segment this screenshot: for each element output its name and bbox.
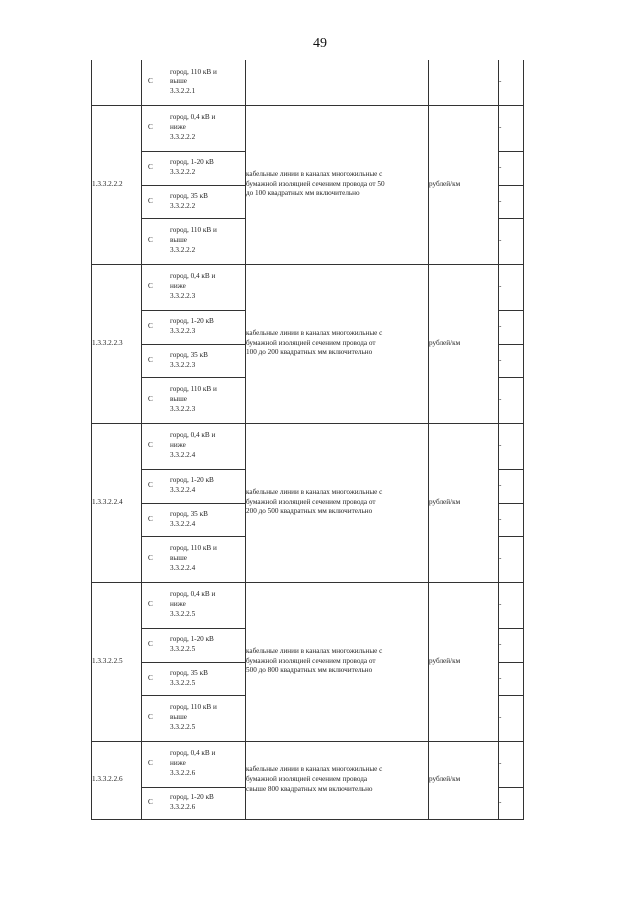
description-text: кабельные линии в каналах многожильные с бумажной изоляцией сечением провода от 50 до 100 квадратных мм включительно <box>246 169 385 198</box>
subcategory-cell <box>142 628 246 662</box>
code-cell: 1.3.3.2.2.5 <box>92 582 142 741</box>
table-row <box>92 582 524 628</box>
table-row <box>92 423 524 469</box>
letter-mark: С <box>148 322 153 331</box>
unit-cell: рублей/км <box>429 264 499 423</box>
letter-mark: С <box>148 282 153 291</box>
value-cell: - <box>499 185 524 218</box>
description-cell <box>246 105 429 264</box>
value-cell: - <box>499 60 524 105</box>
subcategory-cell <box>142 469 246 503</box>
description-text: кабельные линии в каналах многожильные с бумажной изоляцией сечением провода от 200 до 500 квадратных мм включительно <box>246 487 383 516</box>
unit-cell: рублей/км <box>429 741 499 819</box>
table-row <box>92 60 524 105</box>
subcategory-text: город, 35 кВ 3.3.2.2.2 <box>170 191 208 210</box>
subcategory-cell <box>142 423 246 469</box>
value-cell: - <box>499 662 524 695</box>
subcategory-text: город, 1-20 кВ 3.3.2.2.5 <box>170 635 214 653</box>
value-cell: - <box>499 469 524 503</box>
description-cell <box>246 741 429 819</box>
unit-cell: рублей/км <box>429 582 499 741</box>
value-cell: - <box>499 264 524 310</box>
subcategory-cell <box>142 536 246 582</box>
table-row <box>92 741 524 787</box>
value-cell: - <box>499 787 524 819</box>
subcategory-text: город, 0,4 кВ и ниже 3.3.2.2.4 <box>170 431 216 459</box>
subcategory-cell <box>142 377 246 423</box>
code-cell: 1.3.3.2.2.2 <box>92 105 142 264</box>
value-cell: - <box>499 628 524 662</box>
subcategory-cell <box>142 662 246 695</box>
subcategory-cell <box>142 344 246 377</box>
value-cell: - <box>499 582 524 628</box>
letter-mark: С <box>148 759 153 768</box>
description-cell <box>246 60 429 105</box>
subcategory-cell <box>142 503 246 536</box>
letter-mark: С <box>148 163 153 172</box>
value-cell: - <box>499 344 524 377</box>
letter-mark: С <box>148 798 153 807</box>
subcategory-text: город, 35 кВ 3.3.2.2.3 <box>170 350 208 369</box>
value-cell: - <box>499 741 524 787</box>
letter-mark: С <box>148 554 153 563</box>
subcategory-text: город, 0,4 кВ и ниже 3.3.2.2.6 <box>170 749 216 777</box>
subcategory-cell <box>142 695 246 741</box>
value-cell: - <box>499 151 524 185</box>
tariff-table-body <box>92 60 524 819</box>
letter-mark: С <box>148 77 153 86</box>
value-cell: - <box>499 503 524 536</box>
letter-mark: С <box>148 196 153 205</box>
subcategory-cell <box>142 582 246 628</box>
letter-mark: С <box>148 640 153 649</box>
description-cell <box>246 582 429 741</box>
letter-mark: С <box>148 236 153 245</box>
unit-cell: рублей/км <box>429 105 499 264</box>
subcategory-cell <box>142 105 246 151</box>
unit-cell: рублей/км <box>429 423 499 582</box>
subcategory-text: город, 1-20 кВ 3.3.2.2.3 <box>170 317 214 335</box>
subcategory-cell <box>142 60 246 105</box>
subcategory-text: город, 1-20 кВ 3.3.2.2.2 <box>170 158 214 176</box>
subcategory-text: город, 0,4 кВ и ниже 3.3.2.2.2 <box>170 113 216 141</box>
value-cell: - <box>499 105 524 151</box>
subcategory-cell <box>142 151 246 185</box>
table-row <box>92 105 524 151</box>
subcategory-text: город, 35 кВ 3.3.2.2.5 <box>170 668 208 687</box>
code-cell: 1.3.3.2.2.6 <box>92 741 142 819</box>
letter-mark: С <box>148 673 153 682</box>
letter-mark: С <box>148 355 153 364</box>
subcategory-cell <box>142 264 246 310</box>
subcategory-text: город, 1-20 кВ 3.3.2.2.6 <box>170 793 214 811</box>
letter-mark: С <box>148 481 153 490</box>
subcategory-text: город, 0,4 кВ и ниже 3.3.2.2.3 <box>170 272 216 300</box>
subcategory-cell <box>142 218 246 264</box>
subcategory-text: город, 110 кВ и выше 3.3.2.2.4 <box>170 544 217 572</box>
letter-mark: С <box>148 713 153 722</box>
value-cell: - <box>499 695 524 741</box>
letter-mark: С <box>148 600 153 609</box>
code-cell: 1.3.3.2.2.3 <box>92 264 142 423</box>
value-cell: - <box>499 218 524 264</box>
page-number: 49 <box>313 36 327 51</box>
unit-cell <box>429 60 499 105</box>
letter-mark: С <box>148 514 153 523</box>
subcategory-text: город, 110 кВ и выше 3.3.2.2.5 <box>170 703 217 731</box>
table-row <box>92 264 524 310</box>
description-text: кабельные линии в каналах многожильные с бумажной изоляцией сечением провода свыше 800 квадратных мм включительно <box>246 765 383 793</box>
tariff-table <box>91 60 524 820</box>
subcategory-text: город, 110 кВ и выше 3.3.2.2.1 <box>170 67 217 96</box>
subcategory-text: город, 1-20 кВ 3.3.2.2.4 <box>170 476 214 494</box>
subcategory-cell <box>142 185 246 218</box>
subcategory-text: город, 0,4 кВ и ниже 3.3.2.2.5 <box>170 590 216 618</box>
subcategory-cell <box>142 787 246 819</box>
value-cell: - <box>499 423 524 469</box>
description-cell <box>246 423 429 582</box>
value-cell: - <box>499 310 524 344</box>
description-text: кабельные линии в каналах многожильные с бумажной изоляцией сечением провода от 500 до 800 квадратных мм включительно <box>246 646 383 675</box>
code-cell <box>92 60 142 105</box>
value-cell: - <box>499 377 524 423</box>
subcategory-text: город, 35 кВ 3.3.2.2.4 <box>170 509 208 528</box>
subcategory-text: город, 110 кВ и выше 3.3.2.2.3 <box>170 385 217 413</box>
subcategory-cell <box>142 741 246 787</box>
code-cell: 1.3.3.2.2.4 <box>92 423 142 582</box>
value-cell: - <box>499 536 524 582</box>
subcategory-cell <box>142 310 246 344</box>
letter-mark: С <box>148 395 153 404</box>
description-text: кабельные линии в каналах многожильные с бумажной изоляцией сечением провода от 100 до 200 квадратных мм включительно <box>246 328 383 357</box>
description-cell <box>246 264 429 423</box>
subcategory-text: город, 110 кВ и выше 3.3.2.2.2 <box>170 226 217 254</box>
letter-mark: С <box>148 123 153 132</box>
letter-mark: С <box>148 441 153 450</box>
